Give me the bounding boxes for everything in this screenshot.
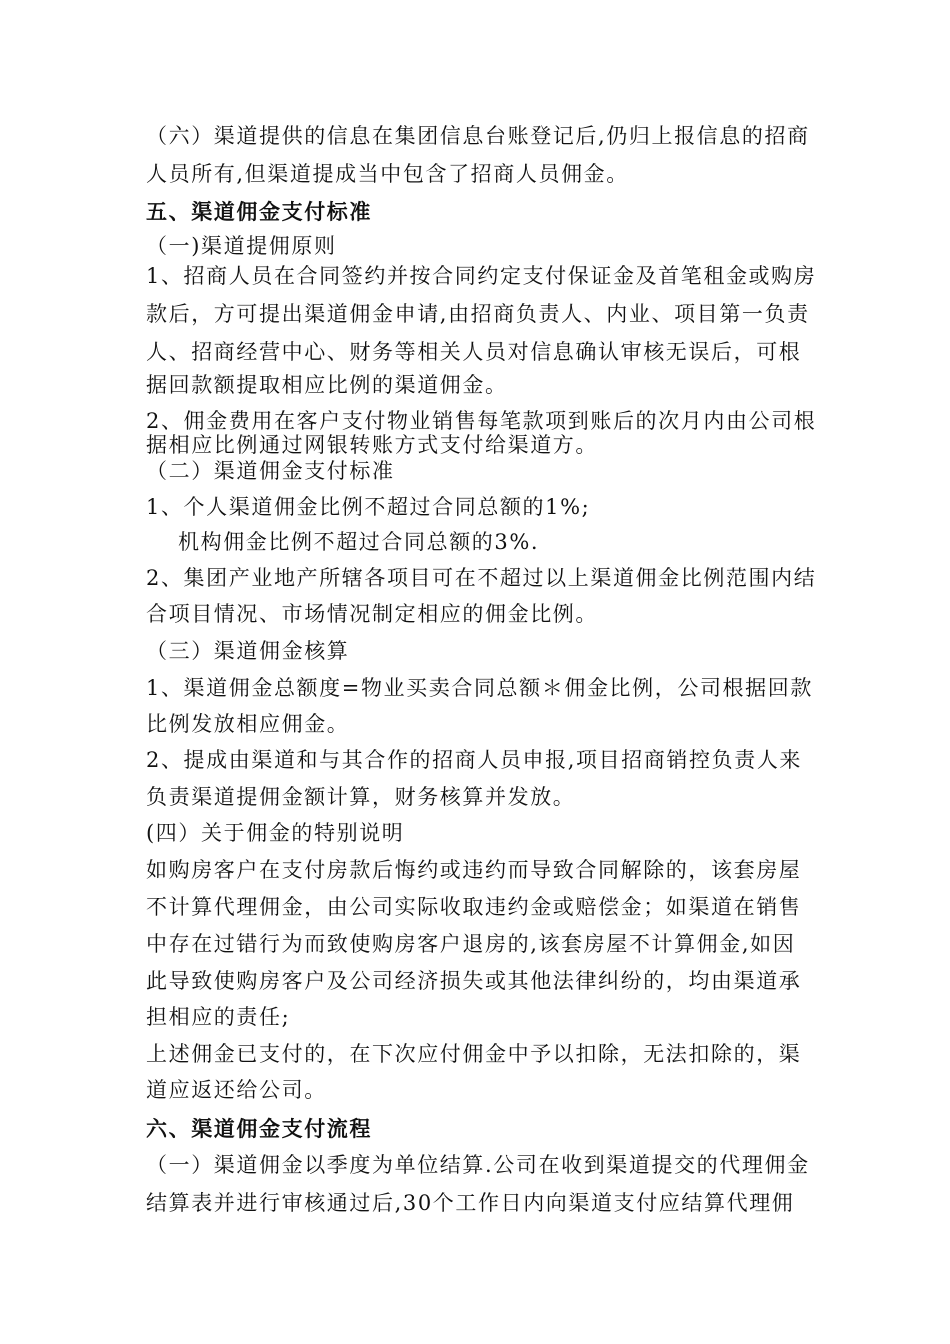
- paragraph-line: 1、渠道佣金总额度=物业买卖合同总额＊佣金比例，公司根据回款: [146, 676, 813, 700]
- subsection-heading: （三）渠道佣金核算: [146, 639, 350, 663]
- paragraph-line: 机构佣金比例不超过合同总额的3%.: [178, 530, 540, 554]
- paragraph-line: 道应返还给公司。: [146, 1078, 327, 1102]
- paragraph-line: 据回款额提取相应比例的渠道佣金。: [146, 373, 508, 397]
- paragraph-line: 担相应的责任;: [146, 1005, 291, 1029]
- paragraph-line: 款后，方可提出渠道佣金申请,由招商负责人、内业、项目第一负责: [146, 302, 810, 326]
- paragraph-line: 如购房客户在支付房款后悔约或违约而导致合同解除的，该套房屋: [146, 858, 802, 882]
- paragraph-line: 不计算代理佣金，由公司实际收取违约金或赔偿金；如渠道在销售: [146, 895, 802, 919]
- paragraph-line: 中存在过错行为而致使购房客户退房的,该套房屋不计算佣金,如因: [146, 932, 796, 956]
- subsection-heading: (四）关于佣金的特别说明: [146, 821, 405, 845]
- subsection-heading: （一)渠道提佣原则: [146, 234, 337, 258]
- paragraph-line: 1、招商人员在合同签约并按合同约定支付保证金及首笔租金或购房: [146, 264, 817, 288]
- paragraph-line: （六）渠道提供的信息在集团信息台账登记后,仍归上报信息的招商: [146, 124, 810, 148]
- section-heading: 五、渠道佣金支付标准: [146, 200, 372, 224]
- paragraph-line: 2、提成由渠道和与其合作的招商人员申报,项目招商销控负责人来: [146, 748, 803, 772]
- paragraph-line: 此导致使购房客户及公司经济损失或其他法律纠纷的，均由渠道承: [146, 969, 802, 993]
- paragraph-line: （一）渠道佣金以季度为单位结算.公司在收到渠道提交的代理佣金: [146, 1153, 810, 1177]
- paragraph-line: 上述佣金已支付的，在下次应付佣金中予以扣除，无法扣除的，渠: [146, 1042, 802, 1066]
- paragraph-line: 1、个人渠道佣金比例不超过合同总额的1%;: [146, 495, 591, 519]
- paragraph-line: 人员所有,但渠道提成当中包含了招商人员佣金。: [146, 162, 629, 186]
- subsection-heading: （二）渠道佣金支付标准: [146, 459, 395, 483]
- section-heading: 六、渠道佣金支付流程: [146, 1117, 372, 1141]
- paragraph-line: 合项目情况、市场情况制定相应的佣金比例。: [146, 602, 598, 626]
- paragraph-line: 据相应比例通过网银转账方式支付给渠道方。: [146, 433, 598, 457]
- paragraph-line: 结算表并进行审核通过后,30个工作日内向渠道支付应结算代理佣: [146, 1191, 795, 1215]
- paragraph-line: 负责渠道提佣金额计算，财务核算并发放。: [146, 785, 576, 809]
- paragraph-line: 2、佣金费用在客户支付物业销售每笔款项到账后的次月内由公司根: [146, 409, 817, 433]
- paragraph-line: 2、集团产业地产所辖各项目可在不超过以上渠道佣金比例范围内结: [146, 566, 817, 590]
- paragraph-line: 比例发放相应佣金。: [146, 712, 350, 736]
- paragraph-line: 人、招商经营中心、财务等相关人员对信息确认审核无误后，可根: [146, 340, 802, 364]
